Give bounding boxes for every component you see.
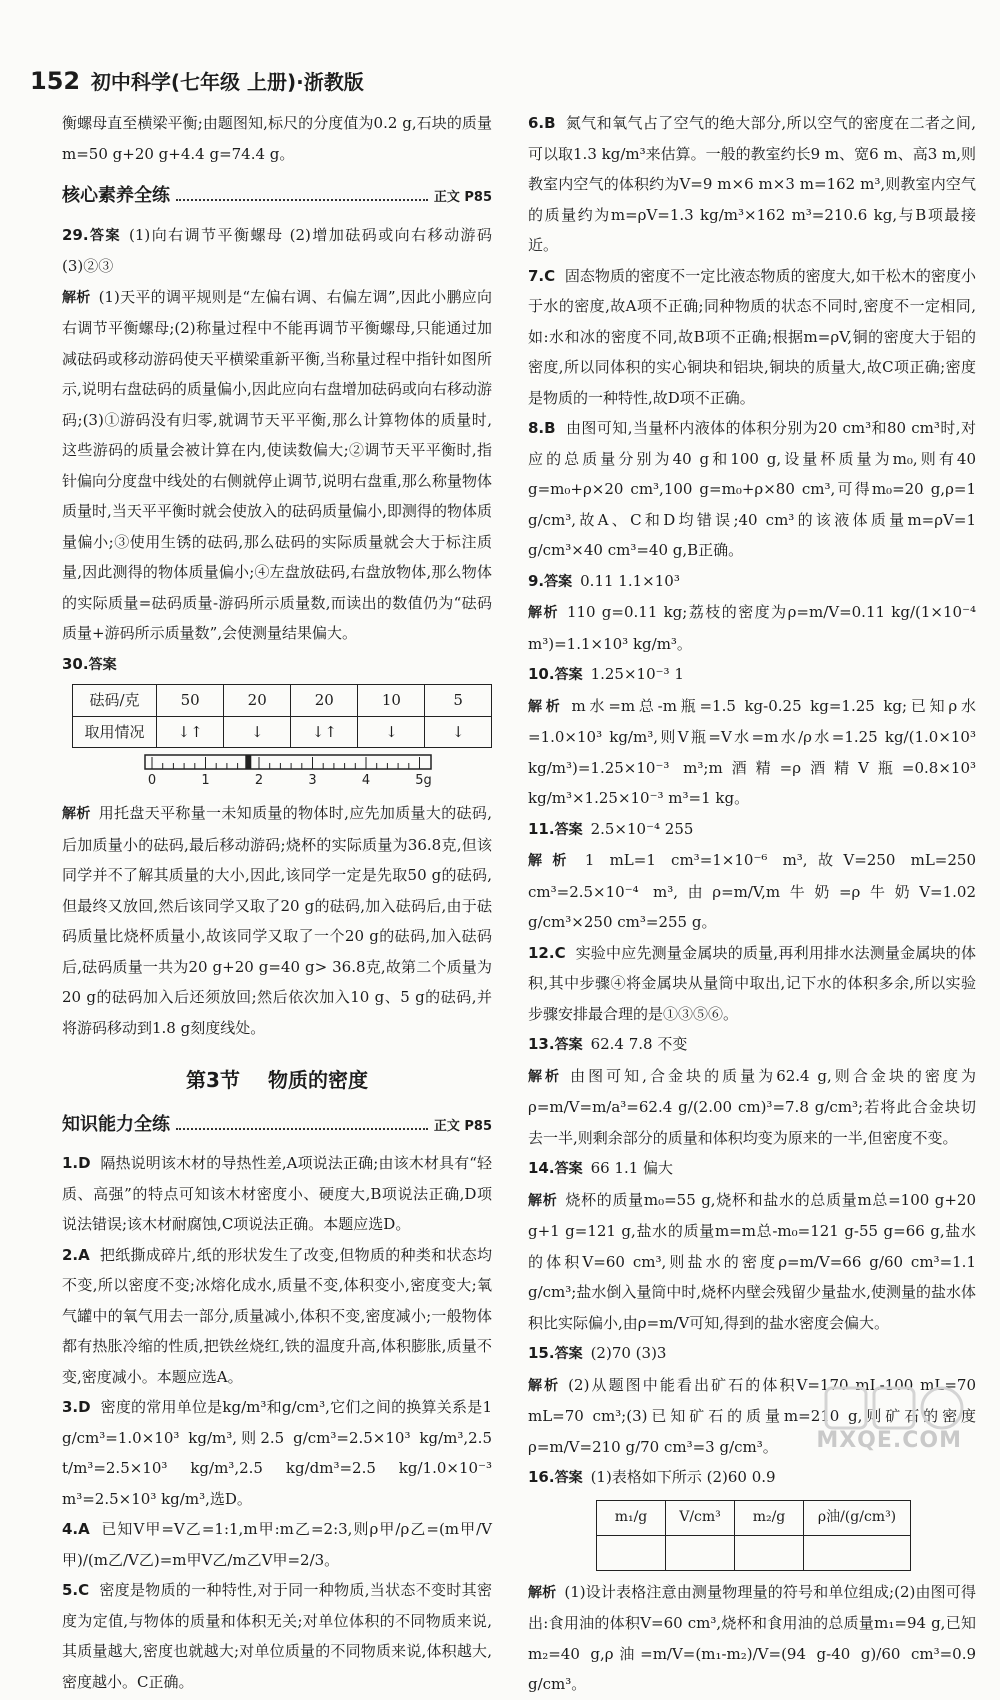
- table-cell: ↓: [425, 716, 492, 748]
- ruler-tick-label: 2: [254, 773, 264, 788]
- question-number: 14.: [528, 1159, 555, 1177]
- table-header: V/cm³: [666, 1500, 735, 1535]
- answer-label: 答案: [554, 1037, 583, 1053]
- answer-label: 答案: [554, 1346, 583, 1362]
- question-text: 把纸撕成碎片,纸的形状发生了改变,但物质的种类和状态均不变,所以密度不变;冰熔化成水,质量不变,体积变小,密度变大;氧气罐中的氧气用去一部分,质量减小,体积不变,密度减小;一般物体都有热胀冷缩的性质,把铁丝烧红,铁的温度升高,体积膨胀,质量不变,密度减小。本题应选A。: [62, 1245, 492, 1386]
- ruler-body: [145, 755, 431, 769]
- chapter-title: 物质的密度: [267, 1068, 368, 1092]
- table-header: ρ油/(g/cm³): [804, 1500, 911, 1535]
- question-16: [528, 1462, 976, 1700]
- question-number: 2.A: [62, 1245, 90, 1264]
- chapter-number: 第3节: [186, 1068, 240, 1092]
- answer-text: 0.11 1.1×10³: [580, 571, 680, 590]
- table-row: [73, 716, 492, 748]
- table-cell: 10: [358, 685, 425, 717]
- table-cell: ↓↑: [291, 716, 358, 748]
- question-7: [528, 261, 976, 414]
- table-cell: [666, 1535, 735, 1570]
- explanation-text: (1)天平的调平规则是“左偏右调、右偏左调”,因此小鹏应向右调节平衡螺母;(2)称量过程中不能再调节平衡螺母,只能通过加减砝码或移动游码使天平横梁重新平衡,当称量过程中指针如图所示,说明右盘砝码的质量偏小,因此应向右盘增加砝码或向右移动游码;(3)①游码没有归零,就调节天平平衡,那么计算物体的质量时,这些游码的质量会被计算在内,使读数偏大;②调节天平平衡时,指针偏向分度盘中线处的右侧就停止调节,说明右盘重,那么称量物体质量时,当天平平衡时就会使放入的砝码质量偏小,即测得的物体质量偏小;③使用生锈的砝码,那么砝码的实际质量就会大于标注质量,因此测得的物体质量偏小;④左盘放砝码,右盘放物体,那么物体的实际质量=砝码质量-游码所示质量数,而读出的数值仍为“砝码质量+游码所示质量数”,会使测量结果偏大。: [62, 287, 493, 642]
- answer-label: 答案: [554, 667, 583, 683]
- explanation-text: 由图可知,合金块的质量为62.4 g,则合金块的密度为ρ=m/V=m/a³=62.4 g/(2.00 cm)³=7.8 g/cm³;若将此合金块切去一半,则剩余部分的质量和体积均变为原来的一半,但密度不变。: [528, 1066, 976, 1147]
- answer-label: 答案: [554, 1470, 583, 1486]
- question-text: 密度的常用单位是kg/m³和g/cm³,它们之间的换算关系是1 g/cm³=1.0×10³ kg/m³,则2.5 g/cm³=2.5×10³ kg/m³,2.5 t/m³=2.5×10³ kg/m³,2.5 kg/dm³=2.5 kg/1.0×10⁻³ m³=2.5×10³ kg/m³,选D。: [62, 1398, 492, 1508]
- explanation-label: 解析: [62, 806, 91, 822]
- table-row: [73, 685, 492, 717]
- question-number: 3.D: [62, 1398, 91, 1416]
- question-number: 1.D: [62, 1154, 91, 1172]
- watermark-text: MXQE.COM: [816, 1427, 962, 1453]
- question-text: 密度是物质的一种特性,对于同一种物质,当状态不变时其密度为定值,与物体的质量和体积无关;对单位体积的不同物质来说,其质量越大,密度也就越大;对单位质量的不同物质来说,体积越大,密度越小。C正确。: [62, 1581, 492, 1691]
- question-number: 11.: [528, 819, 555, 838]
- table-header: m₂/g: [735, 1500, 804, 1535]
- table-cell: ↓: [358, 716, 425, 748]
- question-3: [62, 1392, 492, 1514]
- answer-label: 答案: [88, 656, 117, 673]
- table-cell: [804, 1535, 911, 1570]
- question-11: [528, 814, 976, 938]
- chapter-heading: [62, 1065, 492, 1096]
- question-text: 固态物质的密度不一定比液态物质的密度大,如干松木的密度小于水的密度,故A项不正确;同种物质的状态不同时,密度不一定相同,如:水和冰的密度不同,故B项不正确;根据m=ρV,铜的密度大于铝的密度,所以同体积的实心铜块和铝块,铜块的质量大,故C项正确;密度是物质的一种特性,故D项不正确。: [528, 266, 976, 407]
- ruler-tick-label: 5g: [415, 773, 432, 788]
- table-cell: [597, 1535, 666, 1570]
- question-29: [62, 220, 492, 649]
- section-ref: 正文 P85: [433, 190, 492, 205]
- ruler-tick-label: 0: [147, 773, 157, 788]
- question-4: [62, 1514, 492, 1575]
- table-row: [597, 1535, 911, 1570]
- section-heading-knowledge: [62, 1110, 492, 1143]
- question-number: 4.A: [62, 1520, 90, 1538]
- question-2: [62, 1240, 492, 1393]
- table-header: m₁/g: [597, 1500, 666, 1535]
- question-number: 8.B: [528, 419, 556, 437]
- question-text: 由图可知,当量杯内液体的体积分别为20 cm³和80 cm³时,对应的总质量分别为40 g和100 g,设量杯质量为m₀,则有40 g=m₀+ρ×20 cm³,100 g=m₀+ρ×80 cm³,可得m₀=20 g,ρ=1 g/cm³,故A、C和D均错误;40 cm³的该液体质量m=ρV=1 g/cm³×40 cm³=40 g,B正确。: [528, 419, 976, 559]
- answer-text: 2.5×10⁻⁴ 255: [590, 819, 694, 838]
- question-number: 29.: [62, 225, 89, 244]
- explanation-label: 解析: [528, 1377, 561, 1394]
- question-text: 氮气和氧气占了空气的绝大部分,所以空气的密度在二者之间,可以取1.3 kg/m³来估算。一般的教室约长9 m、宽6 m、高3 m,则教室内空气的体积约为V=9 m×6 m×3 m=162 m³,则教室内空气的质量约为m=ρV=1.3 kg/m³×162 m³=210.6 kg,与B项最接近。: [528, 114, 976, 254]
- weight-table: [72, 684, 492, 748]
- balance-scale-ruler: [144, 754, 434, 788]
- section-heading-core: [62, 181, 492, 214]
- explanation-label: 解析: [62, 289, 91, 306]
- question-14: [528, 1153, 976, 1338]
- continued-text: 衡螺母直至横梁平衡;由题图知,标尺的分度值为0.2 g,石块的质量m=50 g+20 g+4.4 g=74.4 g。: [62, 114, 492, 163]
- explanation-text: 烧杯的质量m₀=55 g,烧杯和盐水的总质量m总=100 g+20 g+1 g=121 g,盐水的质量m=m总-m₀=121 g-55 g=66 g,盐水的体积V=60 cm³,则盐水的密度ρ=m/V=66 g/60 cm³=1.1 g/cm³;盐水倒入量筒中时,烧杯内壁会残留少量盐水,使测量的盐水体积比实际偏小,由ρ=m/V可知,得到的盐水密度会偏大。: [528, 1190, 977, 1332]
- question-8: [528, 413, 976, 566]
- explanation-text: 1 mL=1 cm³=1×10⁻⁶ m³,故V=250 mL=250 cm³=2.5×10⁻⁴ m³,由ρ=m/V,m牛奶=ρ牛奶V=1.02 g/cm³×250 cm³=255 g。: [528, 851, 977, 931]
- explanation-label: 解析: [528, 1068, 563, 1085]
- answer-text: 1.25×10⁻³ 1: [590, 665, 684, 683]
- question-number: 7.C: [528, 266, 556, 285]
- answer-label: 答案: [554, 821, 583, 838]
- table-cell: 20: [291, 685, 358, 717]
- question-number: 10.: [528, 665, 555, 683]
- question-number: 15.: [528, 1344, 555, 1362]
- question-number: 9.: [528, 571, 545, 590]
- explanation-text: m水=m总-m瓶=1.5 kg-0.25 kg=1.25 kg;已知ρ水=1.0×10³ kg/m³,则V瓶=V水=m水/ρ水=1.25 kg/(1.0×10³ kg/m³)=1.25×10⁻³ m³;m酒精=ρ酒精V瓶=0.8×10³ kg/m³×1.25×10⁻³ m³=1 kg。: [528, 696, 976, 807]
- dotted-leader: [176, 199, 428, 201]
- ruler-labels: [148, 773, 432, 788]
- ruler-tick-label: 1: [201, 773, 210, 788]
- section-ref: 正文 P85: [433, 1118, 492, 1134]
- question-1: [62, 1148, 492, 1240]
- rider-marker: [245, 755, 251, 769]
- explanation-text: 用托盘天平称量一未知质量的物体时,应先加质量大的砝码,后加质量小的砝码,最后移动游码;烧杯的实际质量为36.8克,但该同学并不了解其质量的大小,因此,该同学一定是先取50 g的砝码,但最终又放回,然后该同学又取了20 g的砝码,加入砝码后,由于砝码质量比烧杯质量小,故该同学又取了一个20 g的砝码,加入砝码后,砝码质量一共为20 g+20 g=40 g> 36.8克,故第二个质量为20 g的砝码加入后还须放回;然后依次加入10 g、5 g的砝码,并将游码移动到1.8 g刻度线处。: [62, 804, 493, 1037]
- question-6: [528, 108, 976, 261]
- table-row: [597, 1500, 911, 1535]
- answer-label: 答案: [544, 573, 573, 590]
- question-number: 30.: [62, 654, 89, 673]
- explanation-label: 解析: [528, 1584, 557, 1601]
- explanation-label: 解析: [528, 853, 577, 869]
- section-title: 知识能力全练: [62, 1113, 170, 1135]
- answer-text: 66 1.1 偏大: [590, 1159, 674, 1177]
- question-text: 隔热说明该木材的导热性差,A项说法正确;由该木材具有“轻质、高强”的特点可知该木材密度小、硬度大,B项说法正确,D项说法错误;该木材耐腐蚀,C项说法正确。本题应选D。: [62, 1154, 492, 1233]
- ruler-minor-ticks: [152, 757, 420, 769]
- answer-text: 62.4 7.8 不变: [590, 1035, 688, 1053]
- question-9: [528, 566, 976, 660]
- question-number: 6.B: [528, 114, 556, 132]
- table-cell: [735, 1535, 804, 1570]
- explanation-text: (1)设计表格注意由测量物理量的符号和单位组成;(2)由图可得出:食用油的体积V=60 cm³,烧杯和食用油的总质量m₁=94 g,已知m₂=40 g,ρ油=m/V=(m₁-m₂)/V=(94 g-40 g)/60 cm³=0.9 g/cm³。: [528, 1582, 977, 1693]
- question-30: [62, 649, 492, 1044]
- section-title: 核心素养全练: [62, 185, 170, 206]
- explanation-text: 110 g=0.11 kg;荔枝的密度为ρ=m/V=0.11 kg/(1×10⁻⁴ m³)=1.1×10³ kg/m³。: [528, 603, 976, 653]
- question-number: 13.: [528, 1035, 555, 1053]
- question-number: 5.C: [62, 1581, 90, 1599]
- question-text: 实验中应先测量金属块的质量,再利用排水法测量金属块的体积,其中步骤④将金属块从量筒中取出,记下水的体积多余,所以实验步骤安排最合理的是①③⑤⑥。: [528, 943, 976, 1023]
- answer-text: (1)向右调节平衡螺母 (2)增加砝码或向右移动游码(3)②③: [62, 225, 493, 275]
- page-number: 152: [30, 67, 81, 95]
- right-column: [528, 108, 976, 1700]
- table-cell: ↓↑: [156, 716, 223, 748]
- table-cell: 20: [224, 685, 291, 717]
- ruler-tick-label: 3: [308, 773, 317, 788]
- answer-label: 答案: [554, 1161, 583, 1177]
- page-header: [30, 66, 550, 102]
- table-cell: 50: [156, 685, 223, 717]
- table-cell: 取用情况: [73, 716, 157, 748]
- answer-label: 答案: [88, 227, 121, 244]
- book-title: 初中科学(七年级 上册)·浙教版: [90, 70, 364, 94]
- watermark: [766, 1384, 976, 1456]
- question-12: [528, 938, 976, 1030]
- ruler-tick-label: 4: [361, 773, 371, 788]
- question-5: [62, 1575, 492, 1697]
- table-cell: 砝码/克: [73, 685, 157, 717]
- question-13: [528, 1029, 976, 1153]
- explanation-label: 解析: [528, 605, 559, 621]
- question-10: [528, 659, 976, 814]
- explanation-label: 解析: [528, 1192, 558, 1209]
- left-column: [62, 108, 492, 1697]
- question-number: 12.C: [528, 943, 566, 962]
- table-cell: 5: [425, 685, 492, 717]
- question-number: 16.: [528, 1468, 555, 1486]
- oil-density-table: [596, 1500, 911, 1571]
- answer-text: (2)70 (3)3: [590, 1344, 667, 1362]
- ruler-graphic: [144, 754, 434, 788]
- dotted-leader: [176, 1128, 428, 1130]
- answer-text: (1)表格如下所示 (2)60 0.9: [590, 1468, 776, 1486]
- explanation-label: 解析: [528, 698, 564, 715]
- table-cell: ↓: [224, 716, 291, 748]
- explanation-text: (2)从题图中能看出矿石的体积V=170 mL-100 mL=70 mL=70 cm³;(3)已知矿石的质量m=210 g,则矿石的密度ρ=m/V=210 g/70 cm³=3 g/cm³。: [528, 1375, 976, 1456]
- question-text: 已知V甲=V乙=1:1,m甲:m乙=2:3,则ρ甲/ρ乙=(m甲/V甲)/(m乙/V乙)=m甲V乙/m乙V甲=2/3。: [62, 1520, 492, 1569]
